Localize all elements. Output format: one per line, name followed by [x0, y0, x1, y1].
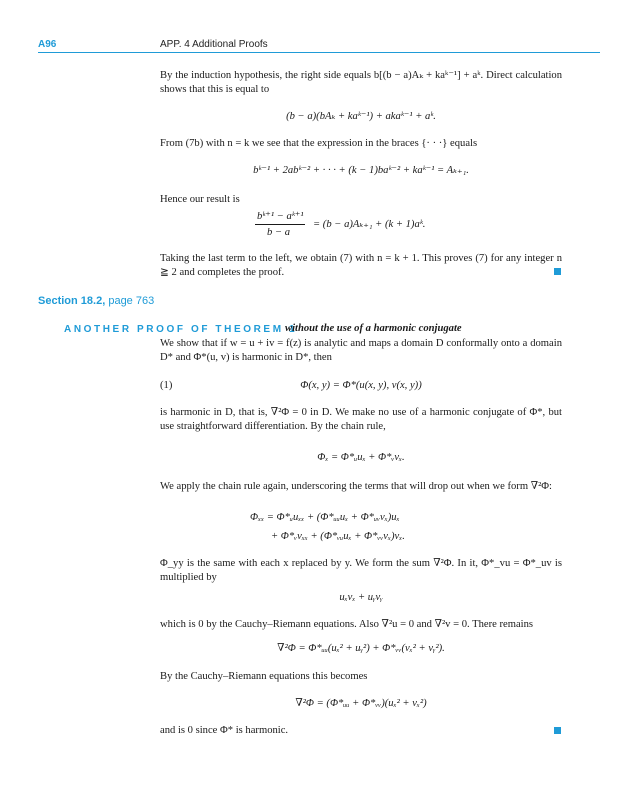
- equation-laplacian-final: ∇²Φ = (Φ*ᵤᵤ + Φ*ᵥᵥ)(uₓ² + vₓ²): [295, 698, 427, 709]
- paragraph-phi-yy: Φ_yy is the same with each x replaced by y. We form the sum ∇²Φ. In it, Φ*_vu = Φ*_uv is multiplied by: [160, 558, 562, 583]
- paragraph-chain-rule-again: We apply the chain rule again, underscoring the terms that will drop out when we form ∇²Φ:: [160, 481, 552, 492]
- equation-phi-composition: Φ(x, y) = Φ*(u(x, y), v(x, y)): [300, 380, 422, 391]
- equation-laplacian-remains: ∇²Φ = Φ*ᵤᵤ(uₓ² + uᵧ²) + Φ*ᵥᵥ(vₓ² + vᵧ²).: [277, 643, 445, 654]
- paragraph-induction: By the induction hypothesis, the right side equals b[(b − a)Aₖ + kaᵏ⁻¹] + aᵏ. Direct calculation shows that this is equal to: [160, 70, 562, 95]
- equation-uxvx: uₓvₓ + uᵧvᵧ: [339, 592, 383, 603]
- section-page: page 763: [108, 295, 155, 307]
- running-header-title: APP. 4 Additional Proofs: [160, 39, 268, 50]
- equation-braces: bᵏ⁻¹ + 2abᵏ⁻² + · · · + (k − 1)baᵏ⁻² + kaᵏ⁻¹ = Aₖ₊₁.: [253, 165, 469, 176]
- equation-result-rhs: = (b − a)Aₖ₊₁ + (k + 1)aᵏ.: [313, 219, 426, 230]
- section-heading: [38, 295, 154, 307]
- theorem-subtitle: without the use of a harmonic conjugate: [285, 323, 462, 334]
- end-of-proof-square-2: [554, 727, 561, 734]
- paragraph-hence: Hence our result is: [160, 194, 240, 205]
- header-rule: [38, 52, 600, 53]
- section-label: Section 18.2,: [38, 295, 106, 307]
- equation-chain-rule: Φₓ = Φ*ᵤuₓ + Φ*ᵥvₓ.: [317, 452, 405, 463]
- equation-phi-xx-line2: + Φ*ᵥvₓₓ + (Φ*ᵥᵤuₓ + Φ*ᵥᵥvₓ)vₓ.: [271, 531, 405, 542]
- equation-phi-xx-line1: Φₓₓ = Φ*ᵤuₓₓ + (Φ*ᵤᵤuₓ + Φ*ᵤᵥvₓ)uₓ: [250, 512, 400, 523]
- equation-direct-calculation: (b − a)(bAₖ + kaᵏ⁻¹) + akaᵏ⁻¹ + aᵏ.: [286, 111, 436, 122]
- fraction-numerator: bᵏ⁺¹ − aᵏ⁺¹: [257, 211, 304, 222]
- fraction-denominator: b − a: [267, 227, 291, 238]
- paragraph-from-7b: From (7b) with n = k we see that the expression in the braces {· · ·} equals: [160, 138, 478, 149]
- paragraph-we-show: We show that if w = u + iv = f(z) is analytic and maps a domain D conformally onto a domain D* and Φ*(u, v) is harmonic in D*, then: [160, 338, 562, 363]
- paragraph-cauchy-riemann: which is 0 by the Cauchy–Riemann equations. Also ∇²u = 0 and ∇²v = 0. There remains: [160, 619, 534, 630]
- paragraph-becomes: By the Cauchy–Riemann equations this becomes: [160, 671, 368, 682]
- end-of-proof-square: [554, 268, 561, 275]
- page-number: A96: [38, 39, 57, 50]
- paragraph-taking-last-term: Taking the last term to the left, we obtain (7) with n = k + 1. This proves (7) for any integer n ≧ 2 and completes the proof.: [160, 253, 562, 278]
- paragraph-harmonic-in-d: is harmonic in D, that is, ∇²Φ = 0 in D. We make no use of a harmonic conjugate of Φ*, but use straightforward differentiation. By the chain rule,: [160, 407, 562, 432]
- fraction-bar: [255, 224, 305, 225]
- paragraph-conclusion: and is 0 since Φ* is harmonic.: [160, 725, 289, 736]
- equation-number-1: (1): [160, 380, 173, 391]
- theorem-heading: ANOTHER PROOF OF THEOREM 1: [64, 324, 298, 335]
